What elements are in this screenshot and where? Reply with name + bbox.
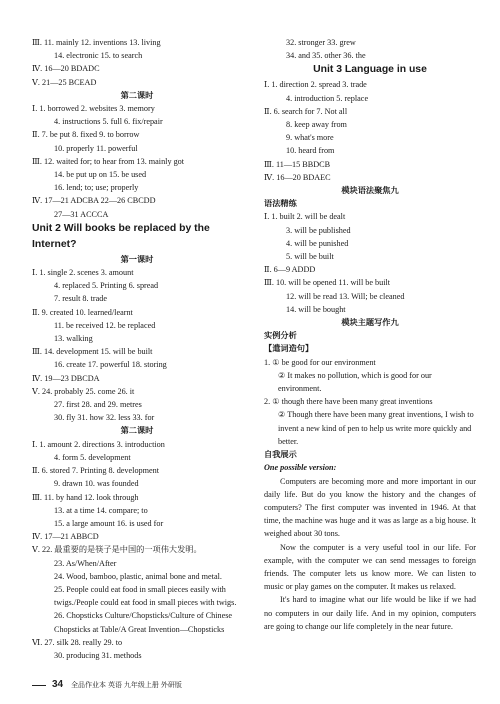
section-heading: 【遣词造句】	[264, 344, 314, 354]
answer-line: Ⅰ. 1. borrowed 2. websites 3. memory	[32, 104, 155, 114]
answer-line: 4. introduction 5. replace	[286, 93, 369, 103]
answer-line: 11. be received 12. be replaced	[54, 320, 156, 330]
section-heading: 模块语法聚焦九	[341, 186, 399, 196]
page-number: 34	[51, 679, 64, 690]
page-footer	[32, 678, 472, 692]
answer-line: Ⅳ. 17—21 ABBCD	[32, 532, 99, 542]
section-heading: Unit 2 Will books be replaced by the Internet?	[32, 222, 210, 250]
answer-line: Ⅲ. 11. mainly 12. inventions 13. living	[32, 38, 161, 47]
answer-line: Ⅲ. 10. will be opened 11. will be built	[264, 278, 391, 288]
answer-line: 34. and 35. other 36. the	[286, 51, 366, 61]
answer-line: Ⅲ. 11—15 BBDCB	[264, 159, 331, 169]
section-heading: Unit 3 Language in use	[313, 64, 427, 76]
answer-line: 8. keep away from	[286, 120, 347, 130]
answer-line: 14. electronic 15. to search	[54, 51, 143, 61]
section-heading: 实例分析	[264, 331, 297, 341]
answer-line: Ⅱ. 6. search for 7. Not all	[264, 106, 348, 116]
answer-line: Ⅲ. 14. development 15. will be built	[32, 347, 153, 357]
right-column	[264, 36, 476, 633]
answer-line: 25. People could eat food in small pieces easily with twigs./People could eat food in small pieces with twigs.	[54, 584, 237, 608]
answer-line: 10. heard from	[286, 146, 335, 156]
answer-line: 27—31 ACCCA	[54, 209, 109, 219]
answer-line: 7. result 8. trade	[54, 294, 107, 304]
section-heading: 自我展示	[264, 450, 297, 460]
answer-line: Ⅱ. 6. stored 7. Printing 8. development	[32, 466, 159, 476]
answer-line: Ⅰ. 1. single 2. scenes 3. amount	[32, 268, 134, 278]
answer-line: 23. As/When/After	[54, 558, 117, 568]
answer-line: 16. lend; to; use; properly	[54, 183, 139, 193]
answer-line: Ⅳ. 17—21 ADCBA 22—26 CBCDD	[32, 196, 156, 206]
answer-line: 15. a large amount 16. is used for	[54, 518, 164, 528]
answer-line: 26. Chopsticks Culture/Chopsticks/Culture of Chinese Chopsticks at Table/A Great Invention—Chopsticks	[54, 611, 233, 634]
section-heading: 第一课时	[120, 254, 154, 264]
answer-line: 4. form 5. development	[54, 452, 131, 462]
answer-line: 32. stronger 33. grew	[286, 38, 356, 47]
left-column	[32, 36, 242, 662]
answer-line: 14. will be bought	[286, 304, 346, 314]
answer-line: Ⅴ. 24. probably 25. come 26. it	[32, 386, 135, 396]
answer-line: 30. fly 31. how 32. less 33. for	[54, 413, 155, 423]
answer-line: It's hard to imagine what our life would be like if we had no computers in our daily life. And in my opinion, computers are going to change our life completely in the near future.	[264, 595, 476, 631]
section-heading: 第二课时	[120, 426, 154, 436]
answer-line: 16. create 17. powerful 18. storing	[54, 360, 167, 370]
section-heading: 语法精练	[264, 199, 297, 209]
answer-line: 13. walking	[54, 334, 93, 344]
answer-line: Ⅳ. 16—20 BDAEC	[264, 172, 331, 182]
answer-line: Ⅱ. 6—9 ADDD	[264, 265, 316, 275]
answer-line: Ⅲ. 12. waited for; to hear from 13. mainly got	[32, 156, 185, 166]
answer-line: 4. instructions 5. full 6. fix/repair	[54, 117, 163, 127]
answer-line: One possible version:	[264, 463, 337, 473]
footer-rule	[32, 685, 46, 686]
answer-line: 1. ① be good for our environment	[264, 357, 376, 367]
answer-line: Computers are becoming more and more important in our daily life. But do you know the history and the changes of computers? The first computer was invented in 1946. At that time, the machine was huge and it was as large as a big house. It weighed about 30 tons.	[264, 476, 476, 539]
answer-line: Ⅱ. 7. be put 8. fixed 9. to borrow	[32, 130, 140, 140]
answer-line: 30. producing 31. methods	[54, 650, 142, 660]
answer-line: 9. what's more	[286, 133, 334, 143]
answer-line: Ⅴ. 22. 最重要的是筷子是中国的一项伟大发明。	[32, 545, 202, 555]
answer-line: 2. ① though there have been many great inventions	[264, 397, 433, 407]
answer-line: 12. will be read 13. Will; be cleaned	[286, 291, 405, 301]
answer-line: Now the computer is a very useful tool in our life. For example, with the computer we can send messages to foreign friends. The computer lets us know more. We can listen to music or play games on the computer. It makes us relaxed.	[264, 542, 476, 592]
answer-line: Ⅳ. 19—23 DBCDA	[32, 373, 100, 383]
answer-line: 24. Wood, bamboo, plastic, animal bone and metal.	[54, 571, 222, 581]
answer-line: Ⅴ. 21—25 BCEAD	[32, 77, 97, 87]
answer-line: Ⅱ. 9. created 10. learned/learnt	[32, 307, 133, 317]
answer-line: 3. will be published	[286, 225, 351, 235]
answer-line: 14. be put up on 15. be used	[54, 170, 147, 180]
answer-line: Ⅲ. 11. by hand 12. look through	[32, 492, 139, 502]
section-heading: 模块主题写作九	[341, 318, 399, 328]
answer-line: 4. replaced 5. Printing 6. spread	[54, 281, 159, 291]
answer-line: 4. will be punished	[286, 238, 349, 248]
answer-line: 9. drawn 10. was founded	[54, 479, 139, 489]
answer-line: ② Though there have been many great inventions, I wish to invent a new kind of pen to help us write more quickly and better.	[278, 410, 474, 446]
answer-line: Ⅰ. 1. direction 2. spread 3. trade	[264, 80, 367, 90]
section-heading: 第二课时	[120, 90, 154, 100]
answer-line: ② It makes no pollution, which is good for our environment.	[278, 370, 432, 394]
answer-line: 27. first 28. and 29. metres	[54, 400, 142, 410]
answer-line: 10. properly 11. powerful	[54, 143, 138, 153]
answer-line: Ⅳ. 16—20 BDADC	[32, 64, 100, 74]
answer-line: 13. at a time 14. compare; to	[54, 505, 148, 515]
answer-line: Ⅰ. 1. built 2. will be dealt	[264, 212, 346, 222]
answer-line: Ⅰ. 1. amount 2. directions 3. introduction	[32, 439, 165, 449]
answer-line: 5. will be built	[286, 252, 334, 262]
book-title: 全品作业本 英语 九年级上册 外研版	[71, 682, 182, 689]
answer-line: Ⅵ. 27. silk 28. really 29. to	[32, 637, 123, 647]
